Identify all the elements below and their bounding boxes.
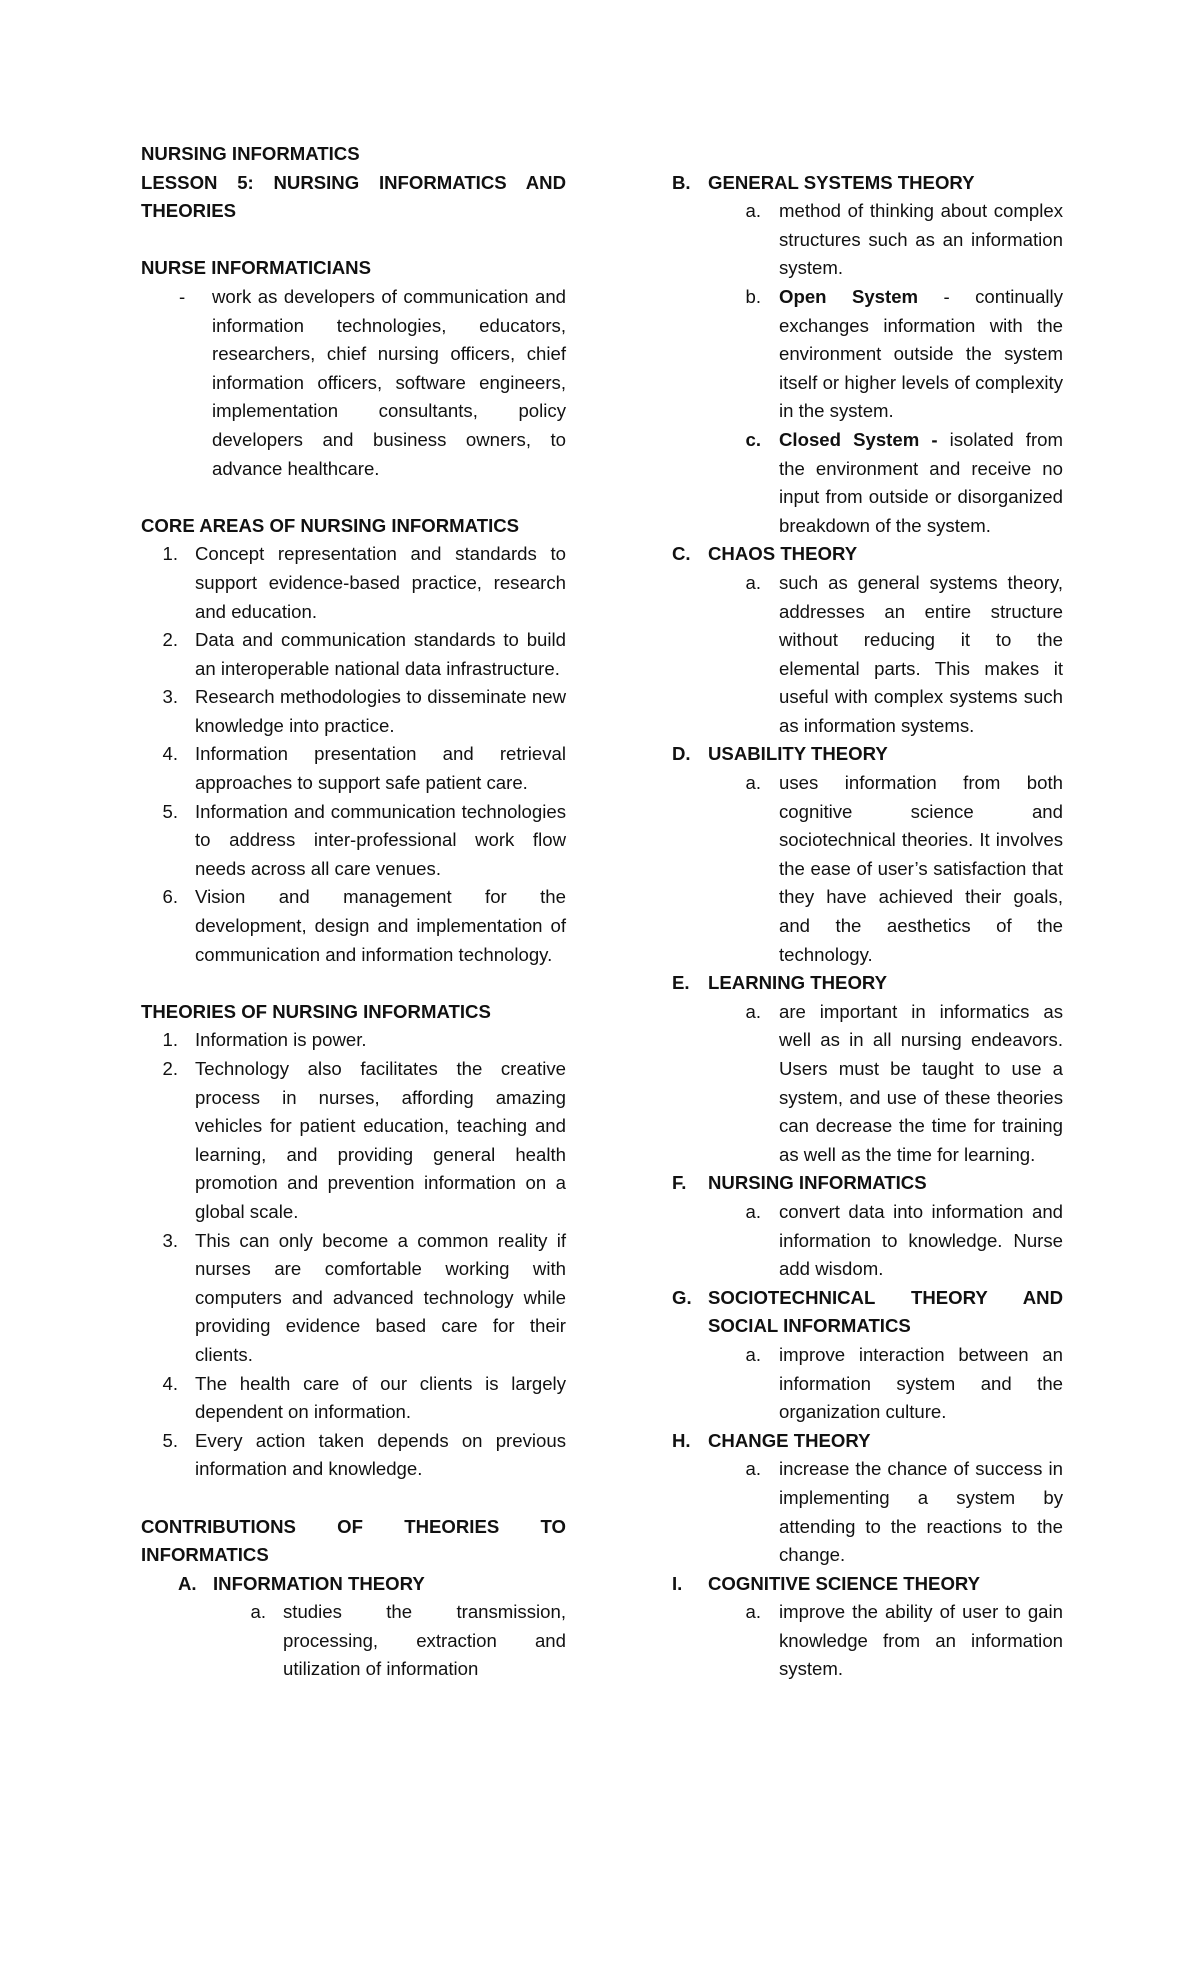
list-number: 2.: [162, 1058, 178, 1079]
section-title: CHAOS THEORY: [708, 543, 858, 565]
list-number: 4.: [162, 743, 178, 765]
list-item: [141, 1055, 566, 1227]
sub-item: [672, 426, 1063, 540]
list-item: [141, 1370, 566, 1427]
sub-item: [672, 283, 1063, 426]
section-letter: E.: [672, 972, 690, 994]
section-letter: A.: [178, 1572, 197, 1594]
section-letter: G.: [672, 1286, 692, 1308]
section-heading: [141, 1570, 566, 1599]
sub-marker: a.: [745, 571, 761, 593]
section-letter: I.: [672, 1572, 683, 1594]
section-heading: [672, 1284, 1063, 1341]
right-column: [672, 140, 1063, 1684]
sub-text: uses information from both cognitive science and sociotechnical theories. It involves the ease of user’s satisfaction that they have achieved their goals, and the aesthetics of the technology.: [779, 772, 1063, 965]
section-letter: B.: [672, 171, 691, 193]
section-heading: [672, 740, 1063, 769]
section-letter: D.: [672, 743, 691, 765]
list-item: [141, 1026, 566, 1055]
sub-text-wrap: [779, 283, 1063, 426]
sub-term: Closed System -: [779, 428, 938, 450]
sub-term: Open System: [779, 285, 919, 307]
lesson-title: LESSON 5: NURSING INFORMATICS AND THEORIES: [141, 171, 566, 222]
core-areas-heading: CORE AREAS OF NURSING INFORMATICS: [141, 514, 520, 536]
section-title: LEARNING THEORY: [708, 972, 888, 994]
sub-text: improve interaction between an information system and the organization culture.: [779, 1343, 1063, 1423]
list-item: [141, 740, 566, 797]
sub-marker: a.: [745, 1343, 761, 1365]
section-title: INFORMATION THEORY: [213, 1572, 425, 1594]
section-heading: [672, 969, 1063, 998]
sub-marker: a.: [745, 1000, 761, 1022]
sub-item: [672, 569, 1063, 741]
sub-marker: a.: [745, 1200, 761, 1222]
sub-text: method of thinking about complex structures such as an information system.: [779, 200, 1063, 279]
list-item: [141, 540, 566, 626]
contributions-heading: CONTRIBUTIONS OF THEORIES TO INFORMATICS: [141, 1515, 566, 1566]
list-number: 6.: [162, 886, 178, 908]
sub-item: [672, 1455, 1063, 1569]
sub-marker: a.: [745, 1601, 761, 1623]
list-text: Technology also facilitates the creative process in nurses, affording amazing vehicles for patient education, teaching and learning, and providing general health promotion and prevention information on a global scale.: [195, 1058, 566, 1222]
left-column: [141, 140, 566, 1684]
sub-item: [672, 1198, 1063, 1284]
section-title: SOCIOTECHNICAL THEORY AND SOCIAL INFORMATICS: [708, 1286, 1063, 1337]
sub-item: [672, 1341, 1063, 1427]
sub-item: [672, 197, 1063, 283]
section-letter: C.: [672, 543, 691, 565]
sub-item: [672, 769, 1063, 969]
section-title: GENERAL SYSTEMS THEORY: [708, 171, 975, 193]
list-text: Vision and management for the development, design and implementation of communication and information technology.: [195, 886, 566, 965]
sub-item: [672, 998, 1063, 1170]
sub-text: such as general systems theory, addresses an entire structure without reducing it to the elemental parts. This makes it useful with complex systems such as information systems.: [779, 571, 1063, 736]
sub-item: [672, 1598, 1063, 1684]
sub-marker: b.: [745, 285, 761, 307]
section-title: CHANGE THEORY: [708, 1429, 871, 1451]
list-item: [141, 883, 566, 969]
section-heading: [672, 169, 1063, 198]
list-text: Data and communication standards to build an interoperable national data infrastructure.: [195, 629, 566, 679]
list-item: [141, 626, 566, 683]
sub-marker: a.: [745, 1458, 761, 1480]
list-number: 1.: [162, 1029, 178, 1051]
sub-text: isolated from the environment and receive no input from outside or disorganized breakdown of the system.: [779, 428, 1063, 536]
section-heading: [672, 1570, 1063, 1599]
section-title: COGNITIVE SCIENCE THEORY: [708, 1572, 981, 1594]
sub-marker: a.: [745, 200, 761, 222]
list-item: [141, 1427, 566, 1484]
list-text: The health care of our clients is largely dependent on information.: [195, 1372, 566, 1423]
list-number: 5.: [162, 800, 178, 822]
list-text: Information presentation and retrieval approaches to support safe patient care.: [195, 743, 566, 794]
sub-text: improve the ability of user to gain knowledge from an information system.: [779, 1601, 1063, 1680]
list-item: [141, 798, 566, 884]
dash-marker: -: [179, 285, 186, 307]
list-text: Research methodologies to disseminate new knowledge into practice.: [195, 686, 566, 736]
sub-text: - continually exchanges information with the environment outside the system itself or higher levels of complexity in the system.: [779, 285, 1063, 422]
theories-heading: THEORIES OF NURSING INFORMATICS: [141, 1000, 491, 1022]
informaticians-item: [141, 283, 566, 483]
sub-item: [141, 1598, 566, 1684]
informaticians-text: work as developers of communication and information technologies, educators, researchers, chief nursing officers, chief information officers, software engineers, implementation consultants, policy developers and business owners, to advance healthcare.: [212, 285, 566, 479]
section-letter: F.: [672, 1172, 687, 1194]
sub-text-wrap: [779, 426, 1063, 540]
section-title: NURSING INFORMATICS: [708, 1172, 927, 1194]
list-text: Concept representation and standards to support evidence-based practice, research and education.: [195, 543, 566, 622]
list-text: Every action taken depends on previous information and knowledge.: [195, 1429, 566, 1480]
list-text: This can only become a common reality if nurses are comfortable working with computers and advanced technology while providing evidence based care for their clients.: [195, 1229, 566, 1365]
section-heading: [672, 1169, 1063, 1198]
section-heading: [672, 1427, 1063, 1456]
list-number: 3.: [162, 686, 178, 708]
sub-marker: c.: [745, 428, 761, 450]
sub-marker: a.: [745, 772, 761, 794]
theories-list: [141, 1026, 566, 1484]
sub-text: increase the chance of success in implementing a system by attending to the reactions to the change.: [779, 1458, 1063, 1566]
list-number: 4.: [162, 1372, 178, 1394]
list-item: [141, 1227, 566, 1370]
list-number: 3.: [162, 1229, 178, 1251]
list-text: Information is power.: [195, 1029, 367, 1051]
list-item: [141, 683, 566, 740]
list-number: 5.: [162, 1429, 178, 1451]
sub-text: convert data into information and information to knowledge. Nurse add wisdom.: [779, 1200, 1063, 1280]
section-letter: H.: [672, 1429, 691, 1451]
section-heading: [672, 540, 1063, 569]
core-areas-list: [141, 540, 566, 969]
sub-marker: a.: [250, 1601, 266, 1623]
informaticians-heading: NURSE INFORMATICIANS: [141, 257, 372, 279]
list-number: 1.: [162, 543, 178, 565]
list-text: Information and communication technologies to address inter-professional work flow needs across all care venues.: [195, 800, 566, 879]
section-title: USABILITY THEORY: [708, 743, 888, 765]
document-title: NURSING INFORMATICS: [141, 143, 360, 164]
sub-text: are important in informatics as well as in all nursing endeavors. Users must be taught to use a system, and use of these theories can decrease the time for training as well as the time for learning.: [779, 1000, 1063, 1165]
list-number: 2.: [162, 629, 178, 651]
sub-text: studies the transmission, processing, extraction and utilization of information: [283, 1601, 566, 1680]
